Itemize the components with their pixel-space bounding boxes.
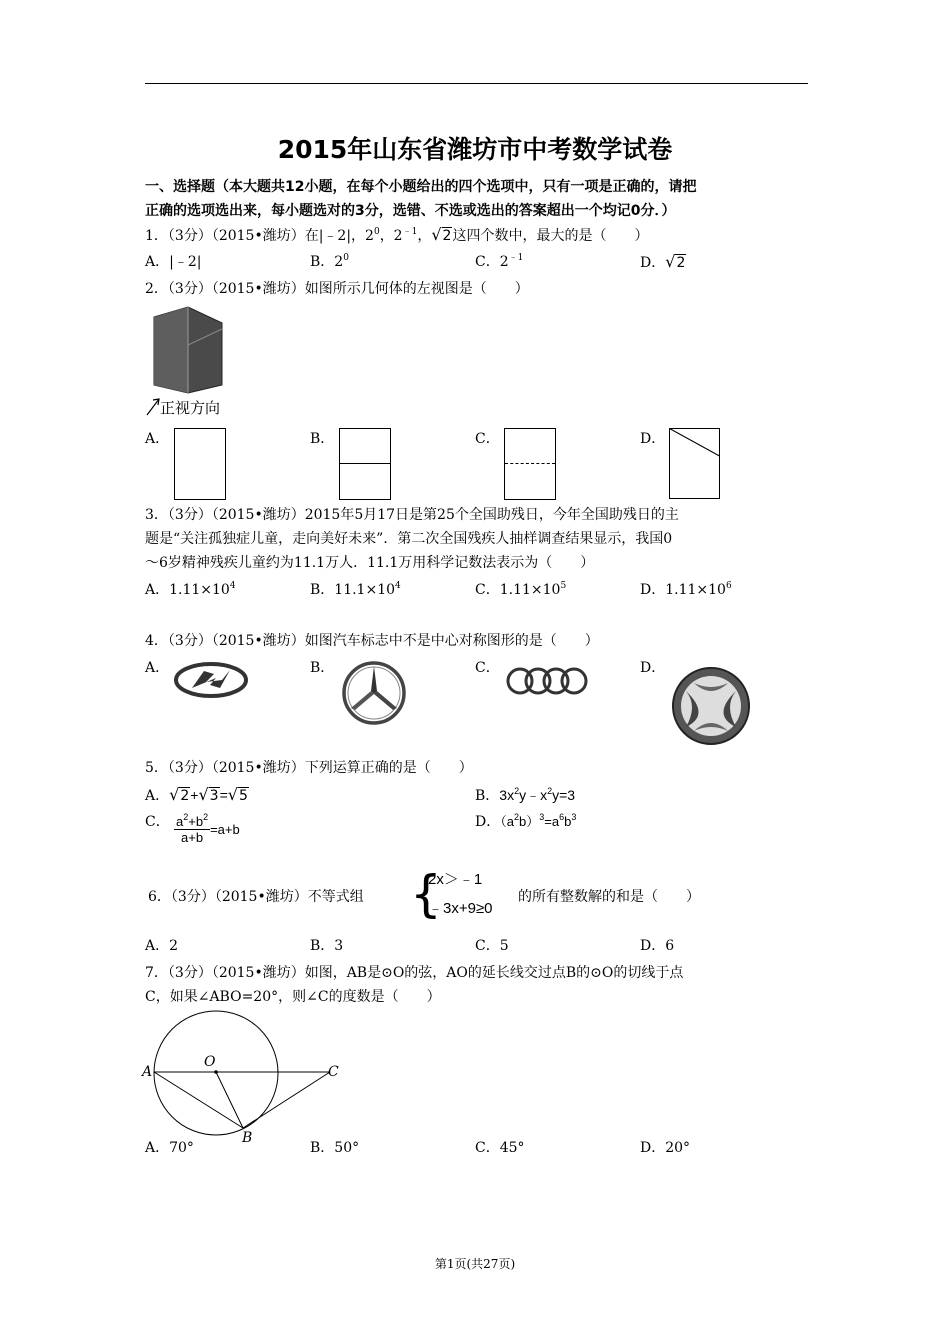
- q7-option-b[interactable]: B．50°: [310, 1140, 360, 1156]
- section-heading-line2: 正确的选项选出来，每小题选对的3分，选错、不选或选出的答案超出一个均记0分．）: [145, 203, 676, 219]
- inequality-1: 2x＞﹣1: [428, 871, 483, 888]
- q5-option-a[interactable]: A．√2+√3=√5: [145, 785, 248, 804]
- audi-logo-icon[interactable]: [506, 665, 590, 697]
- q6-option-a[interactable]: A．2: [145, 938, 179, 954]
- q4-option-b[interactable]: B．: [310, 660, 335, 676]
- hyundai-logo-icon[interactable]: [174, 660, 250, 700]
- point-label-b: B: [242, 1130, 253, 1146]
- q5-option-b[interactable]: B．$3x^2y﹣x^2y=3$: [475, 786, 576, 804]
- inequality-brace: {: [410, 865, 442, 923]
- q1-option-a[interactable]: A．|﹣2|: [145, 254, 202, 270]
- question-7-line1: 7．（3分）（2015•潍坊）如图，AB是⊙O的弦，AO的延长线交过点B的⊙O的切线于点: [145, 965, 684, 981]
- q3-option-b[interactable]: B．$11.1\times 10^4$: [310, 581, 401, 598]
- question-6-suffix: 的所有整数解的和是（ ）: [518, 889, 700, 905]
- view-direction-label: 正视方向: [160, 400, 221, 417]
- q2-solid-figure: [148, 305, 228, 395]
- mercedes-logo-icon[interactable]: [341, 660, 407, 726]
- question-1: 1．（3分）（2015•潍坊）在|﹣2|，$2^0$，$2^{﹣1}$，√2这四个数中，最大的是（ ）: [145, 225, 649, 244]
- q3-option-d[interactable]: D．$1.11\times 10^6$: [640, 581, 732, 598]
- sqrt-2: √2: [431, 225, 452, 244]
- top-rule: [145, 83, 808, 84]
- q7-circle-diagram: [140, 1020, 340, 1146]
- q2-option-a-figure[interactable]: [174, 428, 226, 500]
- q6-option-b[interactable]: B．3: [310, 938, 344, 954]
- q5-option-c-label[interactable]: C．: [145, 814, 170, 830]
- q4-option-a[interactable]: A．: [145, 660, 170, 676]
- q2-option-c[interactable]: C．: [475, 431, 500, 447]
- q1-option-c[interactable]: C．$2^{﹣1}$: [475, 253, 524, 270]
- question-5: 5．（3分）（2015•潍坊）下列运算正确的是（ ）: [145, 760, 473, 776]
- q2-option-b[interactable]: B．: [310, 431, 335, 447]
- question-6-prefix: 6．（3分）（2015•潍坊）不等式组: [148, 889, 364, 905]
- point-label-c: C: [328, 1064, 339, 1080]
- point-label-a: A: [142, 1064, 153, 1080]
- q7-option-d[interactable]: D．20°: [640, 1140, 691, 1156]
- q2-option-b-figure[interactable]: [339, 428, 391, 500]
- question-3-line1: 3．（3分）（2015•潍坊）2015年5月17日是第25个全国助残日，今年全国助残日的主: [145, 507, 679, 523]
- q4-option-c[interactable]: C．: [475, 660, 500, 676]
- dongfeng-logo-icon[interactable]: [670, 665, 752, 747]
- q1-option-d[interactable]: D．√2: [640, 252, 686, 271]
- q7-option-a[interactable]: A．70°: [145, 1140, 194, 1156]
- q2-option-d-figure[interactable]: [669, 428, 721, 500]
- q5-option-d[interactable]: D．$(a^2b)^3=a^6b^3$: [475, 812, 577, 830]
- question-3-line3: ～6岁精神残疾儿童约为11.1万人．11.1万用科学记数法表示为（ ）: [145, 555, 595, 571]
- q5-option-c-fraction[interactable]: $\frac{a^2+b^2}{a+b}$ =a+b: [176, 812, 240, 845]
- q2-option-d[interactable]: D．: [640, 431, 666, 447]
- section-heading-line1: 一、选择题（本大题共12小题，在每个小题给出的四个选项中，只有一项是正确的，请把: [145, 179, 697, 195]
- q2-option-c-figure[interactable]: [504, 428, 556, 500]
- question-7-line2: C，如果∠ABO=20°，则∠C的度数是（ ）: [145, 989, 441, 1005]
- q6-option-c[interactable]: C．5: [475, 938, 509, 954]
- inequality-2: ﹣3x+9≥0: [428, 900, 493, 917]
- question-3-line2: 题是“关注孤独症儿童，走向美好未来”．第二次全国残疾人抽样调查结果显示，我国0: [145, 531, 673, 547]
- point-label-o: O: [204, 1054, 216, 1070]
- q2-option-a[interactable]: A．: [145, 431, 170, 447]
- q3-option-a[interactable]: A．$1.11\times 10^4$: [145, 581, 236, 598]
- q3-option-c[interactable]: C．$1.11\times 10^5$: [475, 581, 567, 598]
- question-4: 4．（3分）（2015•潍坊）如图汽车标志中不是中心对称图形的是（ ）: [145, 633, 599, 649]
- question-2: 2．（3分）（2015•潍坊）如图所示几何体的左视图是（ ）: [145, 281, 529, 297]
- page-footer: 第1页(共27页): [434, 1257, 516, 1271]
- q6-option-d[interactable]: D．6: [640, 938, 675, 954]
- q7-option-c[interactable]: C．45°: [475, 1140, 525, 1156]
- page-title: 2015年山东省潍坊市中考数学试卷: [277, 135, 673, 164]
- q4-option-d[interactable]: D．: [640, 660, 666, 676]
- q1-option-b[interactable]: B．$2^0$: [310, 253, 349, 270]
